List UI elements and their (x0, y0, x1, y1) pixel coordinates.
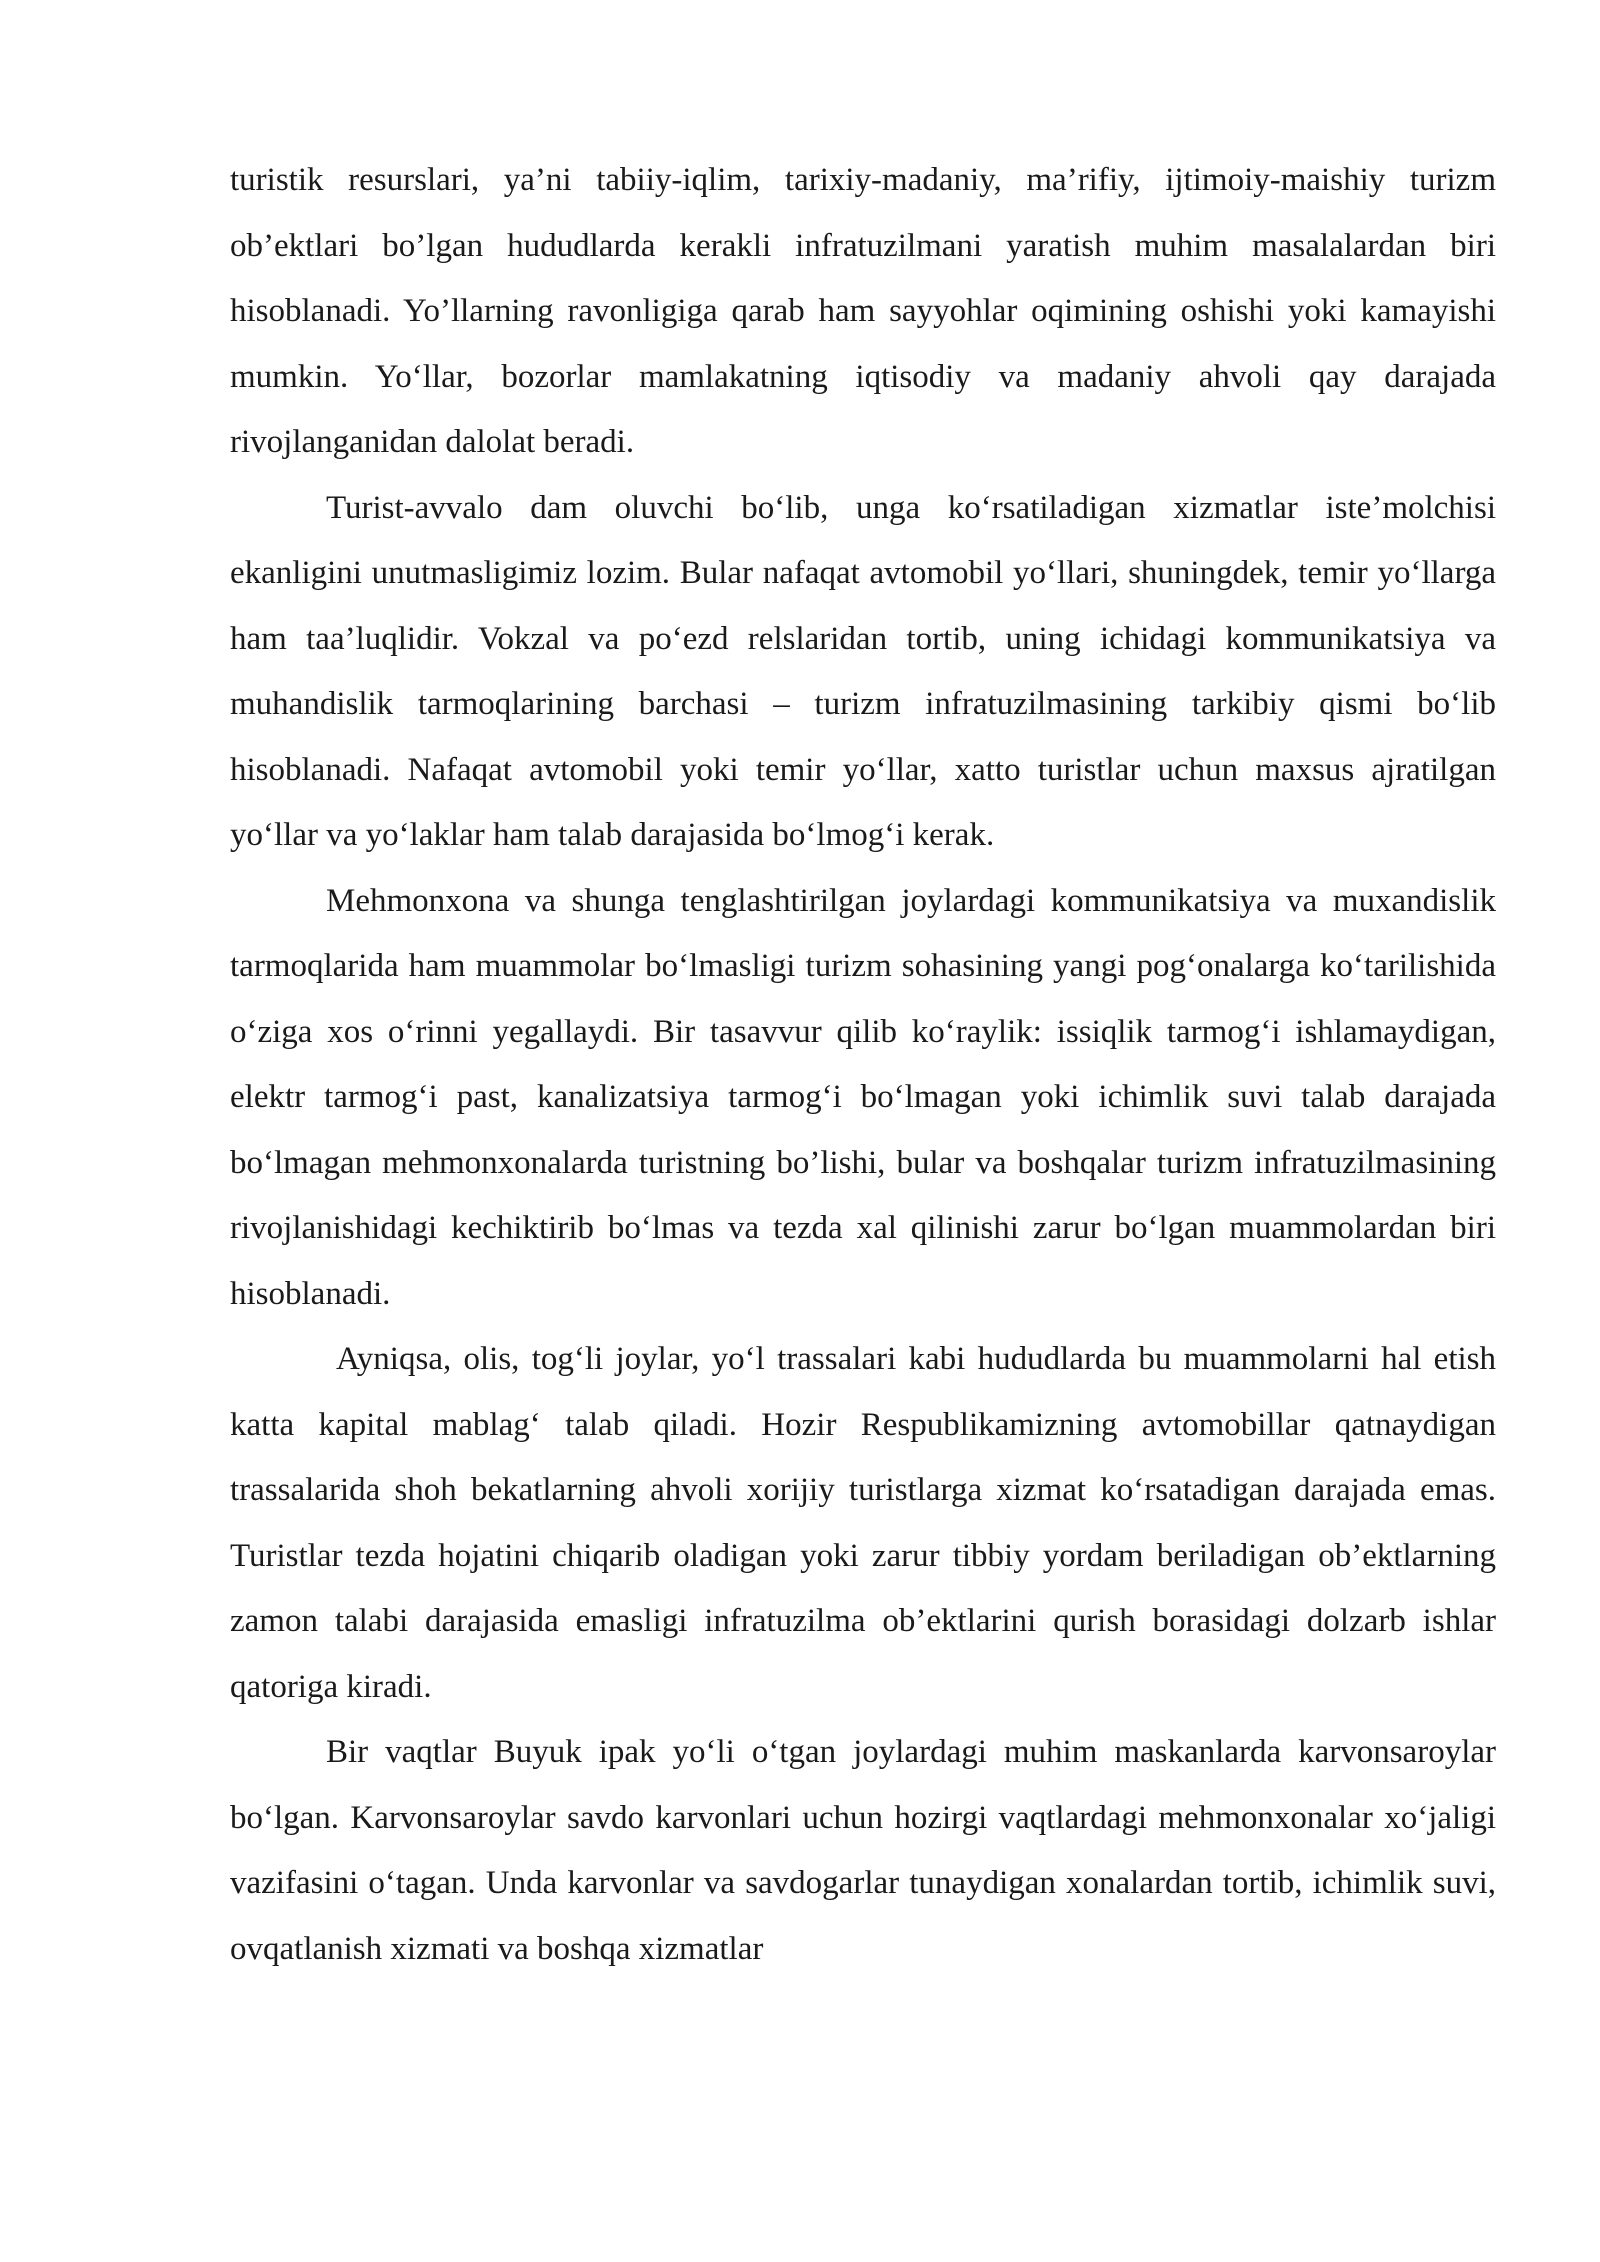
paragraph-4: Ayniqsa, olis, tog‘li joylar, yo‘l trassalari kabi hududlarda bu muammolarni hal etish katta kapital mablag‘ talab qiladi. Hozir Respublikamizning avtomobillar qatnaydigan trassalarida shoh bekatlarning ahvoli xorijiy turistlarga xizmat ko‘rsatadigan darajada emas. Turistlar tezda hojatini chiqarib oladigan yoki zarur tibbiy yordam beriladigan ob’ektlarning zamon talabi darajasida emasligi infratuzilma ob’ektlarini qurish borasidagi dolzarb ishlar qatoriga kiradi. (230, 1341, 1496, 1705)
paragraph-2: Turist-avvalo dam oluvchi bo‘lib, unga ko‘rsatiladigan xizmatlar iste’molchisi ekanligini unutmasligimiz lozim. Bular nafaqat avtomobil yo‘llari, shuningdek, temir yo‘llarga ham taa’luqlidir. Vokzal va po‘ezd relslaridan tortib, uning ichidagi kommunikatsiya va muhandislik tarmoqlarining barchasi – turizm infratuzilmasining tarkibiy qismi bo‘lib hisoblanadi. Nafaqat avtomobil yoki temir yo‘llar, xatto turistlar uchun maxsus ajratilgan yo‘llar va yo‘laklar ham talab darajasida bo‘lmog‘i kerak. (230, 489, 1496, 853)
paragraph-5: Bir vaqtlar Buyuk ipak yo‘li o‘tgan joylardagi muhim maskanlarda karvonsaroylar bo‘lgan. Karvonsaroylar savdo karvonlari uchun hozirgi vaqtlardagi mehmonxonalar xo‘jaligi vazifasini o‘tagan. Unda karvonlar va savdogarlar tunaydigan xonalardan tortib, ichimlik suvi, ovqatlanish xizmati va boshqa xizmatlar (230, 1734, 1496, 1967)
document-page (230, 148, 1496, 1982)
paragraph-3: Mehmonxona va shunga tenglashtirilgan joylardagi kommunikatsiya va muxandislik tarmoqlarida ham muammolar bo‘lmasligi turizm sohasining yangi pog‘onalarga ko‘tarilishida o‘ziga xos o‘rinni yegallaydi. Bir tasavvur qilib ko‘raylik: issiqlik tarmog‘i ishlamaydigan, elektr tarmog‘i past, kanalizatsiya tarmog‘i bo‘lmagan yoki ichimlik suvi talab darajada bo‘lmagan mehmonxonalarda turistning bo’lishi, bular va boshqalar turizm infratuzilmasining rivojlanishidagi kechiktirib bo‘lmas va tezda xal qilinishi zarur bo‘lgan muammolardan biri hisoblanadi. (230, 882, 1496, 1312)
paragraph-1: turistik resurslari, ya’ni tabiiy-iqlim, tarixiy-madaniy, ma’rifiy, ijtimoiy-maishiy turizm ob’ektlari bo’lgan hududlarda kerakli infratuzilmani yaratish muhim masalalardan biri hisoblanadi. Yo’llarning ravonligiga qarab ham sayyohlar oqimining oshishi yoki kamayishi mumkin. Yo‘llar, bozorlar mamlakatning iqtisodiy va madaniy ahvoli qay darajada rivojlanganidan dalolat beradi. (230, 162, 1496, 460)
